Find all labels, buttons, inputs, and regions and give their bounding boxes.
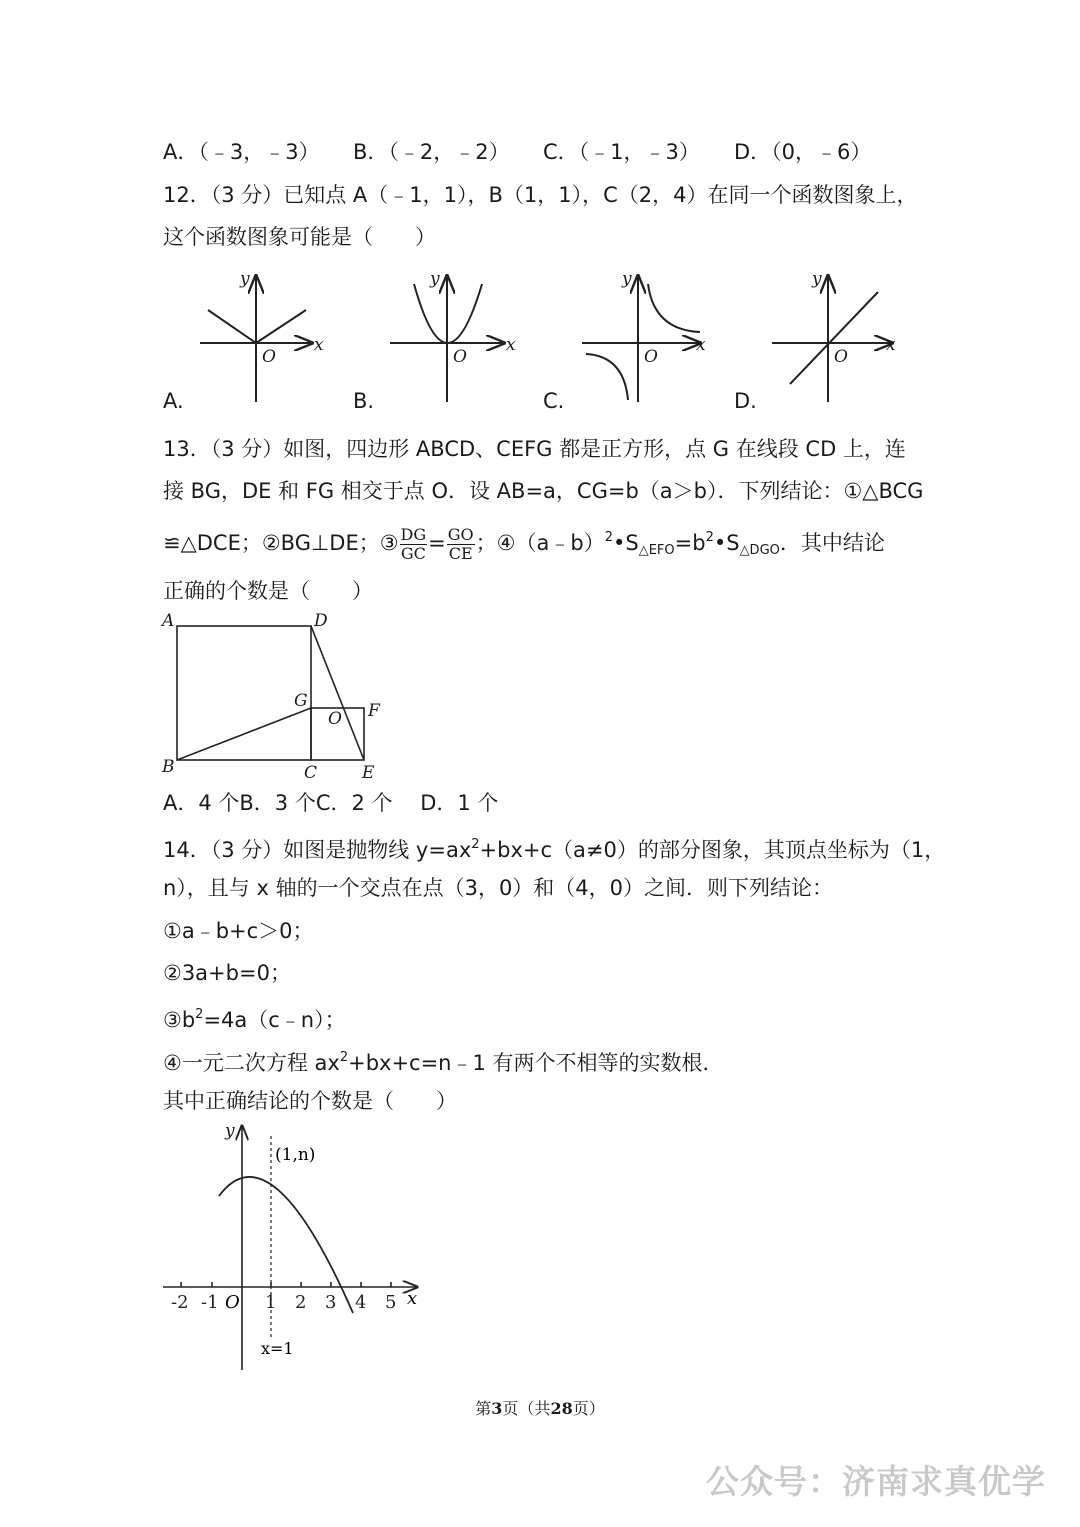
q14-conclusion-2: ②3a+b=0； [163,961,291,985]
q12-a-x-label: x [314,335,324,355]
q13-line3-c: •S [612,531,639,555]
q13-line3-b: ；④（a﹣b） [475,531,605,555]
q14-c3-a: ③b [163,1008,196,1032]
q12-a-origin: O [262,347,276,367]
q13-line4: 正确的个数是（ ） [163,579,373,603]
q13-line3-d: =b [674,531,706,555]
tick-label-3: 3 [325,1292,337,1313]
q13-frac2-num: GO [447,524,474,544]
q12-c-x-label: x [696,335,706,355]
footer-middle: 页（共 [502,1399,551,1418]
q14-y-label: y [225,1121,235,1141]
q12-a-y-label: y [240,269,250,289]
segment-bg [177,708,311,760]
footer-prefix: 第 [475,1399,492,1418]
q13-line3-e: •S [713,531,740,555]
q13-line3-f: ．其中结论 [779,531,885,555]
footer-suffix: 页） [572,1399,605,1418]
q13-sup2b: 2 [705,530,714,545]
label-b: B [162,757,175,777]
q12-d-origin: O [834,347,848,367]
label-a: A [162,611,175,631]
q12-line1: 12．（3 分）已知点 A（﹣1，1），B（1，1），C（2，4）在同一个函数图象上， [163,183,918,207]
page-footer [0,1396,1080,1419]
q14-conclusion-4 [163,1043,724,1078]
q12-graph-c [582,276,700,402]
label-o: O [328,709,342,729]
q12-b-origin: O [453,347,467,367]
tick-label-2: 2 [295,1292,307,1313]
q12-d-x-label: x [886,335,896,355]
axis-label: x=1 [261,1339,294,1358]
q14-sup2: 2 [471,837,480,852]
q13-line3-a: ≌△DCE；②BG⊥DE；③ [163,531,399,555]
q13-figure [160,608,400,783]
q12-option-b: B. [353,389,375,413]
q12-graph-d [772,276,892,402]
q14-origin: O [225,1292,240,1313]
label-f: F [368,701,380,721]
q12-b-x-label: x [506,335,516,355]
q11-option-d: D．（0，﹣6） [734,140,872,164]
watermark: 公众号：济南求真优学 [706,1462,1046,1501]
q14-c4-a: ④一元二次方程 ax [163,1051,340,1075]
q14-c4-sup: 2 [339,1050,349,1065]
q13-equals: = [428,531,446,555]
tick-label-1: 1 [265,1292,277,1313]
q14-x-label: x [407,1288,418,1309]
q12-option-a: A. [163,389,184,413]
q12-c-y-label: y [622,269,632,289]
q12-graph-b [390,276,504,402]
q12-option-d: D. [734,389,757,413]
q13-frac2-den: CE [448,543,473,563]
label-d: D [314,611,328,631]
q13-frac1-den: GC [400,543,426,563]
q12-d-y-label: y [812,269,822,289]
q14-conclusion-3 [163,1000,346,1035]
q13-frac-go-ce [447,526,475,563]
q11-option-a: A．（﹣3，﹣3） [163,140,320,164]
q14-line1-b: +bx+c（a≠0）的部分图象，其顶点坐标为（1， [479,838,946,862]
q14-line1-a: 14．（3 分）如图是抛物线 y=ax [163,838,472,862]
q12-b-y-label: y [430,269,440,289]
segment-de [311,626,364,760]
vertex-label: (1,n) [275,1145,316,1165]
footer-total: 28 [550,1399,573,1418]
q14-c3-b: =4a（c﹣n）； [203,1008,346,1032]
q12-c-origin: O [644,347,658,367]
q12-graphs [0,262,1080,412]
q13-options: A．4 个B．3 个C．2 个 D．1 个 [163,791,499,815]
q13-line2: 接 BG，DE 和 FG 相交于点 O．设 AB=a，CG=b（a＞b）．下列结论：①△BCG [163,479,924,503]
q13-line1: 13．（3 分）如图，四边形 ABCD、CEFG 都是正方形，点 G 在线段 CD 上，连 [163,437,906,461]
tick-label-4: 4 [355,1292,367,1313]
square-abcd [177,626,311,760]
q14-conclusion-1: ①a﹣b+c＞0； [163,919,314,943]
q14-question: 其中正确结论的个数是（ ） [163,1089,457,1113]
tick-label-neg1: -1 [201,1292,219,1313]
q13-sub-efo: △EFO [638,543,675,558]
q11-option-c: C．（﹣1，﹣3） [543,140,700,164]
label-c: C [304,763,318,783]
label-g: G [294,691,308,711]
q14-graph [155,1118,435,1378]
q13-frac1-num: DG [400,524,427,544]
q12-graph-a [200,276,312,402]
label-e: E [362,763,375,783]
footer-page: 3 [491,1399,503,1418]
q14-c4-b: +bx+c=n﹣1 有两个不相等的实数根． [348,1051,724,1075]
tick-label-neg2: -2 [171,1292,189,1313]
q14-c3-sup: 2 [195,1007,204,1022]
q14-line2: n），且与 x 轴的一个交点在点（3，0）和（4，0）之间．则下列结论： [163,876,834,900]
q14-line1 [163,830,945,865]
q13-frac-dg-gc [400,526,428,563]
q13-line3 [163,516,885,573]
q13-sup2: 2 [604,530,613,545]
tick-label-5: 5 [385,1292,397,1313]
q12-option-c: C. [543,389,565,413]
q11-option-b: B．（﹣2，﹣2） [353,140,510,164]
q13-sub-dgo: △DGO [739,543,780,558]
q12-line2: 这个函数图象可能是（ ） [163,225,436,249]
